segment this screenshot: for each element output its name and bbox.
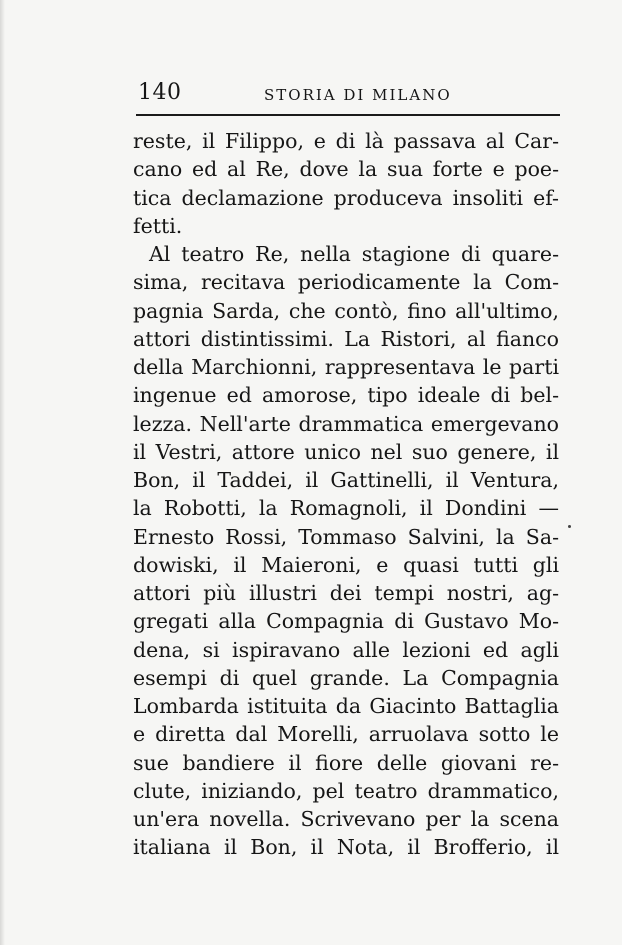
text-line: attori più illustri dei tempi nostri, ag- — [133, 581, 559, 605]
text-line: tica declamazione produceva insoliti ef- — [133, 185, 559, 210]
text-line: reste, il Filippo, e di là passava al Car- — [133, 129, 559, 153]
text-line: della Marchionni, rappresentava le parti — [133, 355, 559, 379]
print-speck — [568, 525, 571, 528]
text-line: gregati alla Compagnia di Gustavo Mo- — [133, 609, 559, 634]
text-line: Al teatro Re, nella stagione di quare- — [149, 242, 559, 266]
text-line: clute, iniziando, pel teatro drammatico, — [133, 778, 559, 803]
text-line: cano ed al Re, dove la sua forte e poe- — [133, 157, 559, 182]
running-title: STORIA DI MILANO — [264, 86, 452, 104]
text-line: e diretta dal Morelli, arruolava sotto le — [133, 722, 559, 747]
text-line: sue bandiere il fiore delle giovani re- — [133, 750, 559, 775]
header-rule — [136, 114, 560, 116]
text-line: lezza. Nell'arte drammatica emergevano — [133, 411, 559, 436]
text-line: dowiski, il Maieroni, e quasi tutti gli — [133, 552, 559, 577]
text-line: Bon, il Taddei, il Gattinelli, il Ventura, — [133, 468, 559, 492]
text-line: attori distintissimi. La Ristori, al fianco — [133, 326, 559, 351]
text-line: sima, recitava periodicamente la Com- — [133, 270, 559, 295]
body-text — [133, 127, 559, 862]
text-line: Lombarda istituita da Giacinto Battaglia — [133, 694, 559, 718]
text-line: esempi di quel grande. La Compagnia — [133, 665, 559, 690]
text-line: fetti. — [133, 213, 183, 238]
text-line: pagnia Sarda, che contò, fino all'ultimo, — [133, 298, 559, 323]
text-line: italiana il Bon, il Nota, il Brofferio, il — [133, 835, 559, 860]
text-line: dena, si ispiravano alle lezioni ed agli — [133, 637, 559, 662]
text-line: il Vestri, attore unico nel suo genere, il — [133, 439, 559, 464]
text-line: la Robotti, la Romagnoli, il Dondini — — [133, 496, 559, 521]
page-number: 140 — [138, 80, 182, 105]
text-line: Ernesto Rossi, Tommaso Salvini, la Sa- — [133, 524, 559, 549]
page-edge — [0, 0, 5, 945]
text-line: un'era novella. Scrivevano per la scena — [133, 807, 559, 831]
text-line: ingenue ed amorose, tipo ideale di bel- — [133, 383, 559, 408]
page-header — [136, 80, 560, 110]
